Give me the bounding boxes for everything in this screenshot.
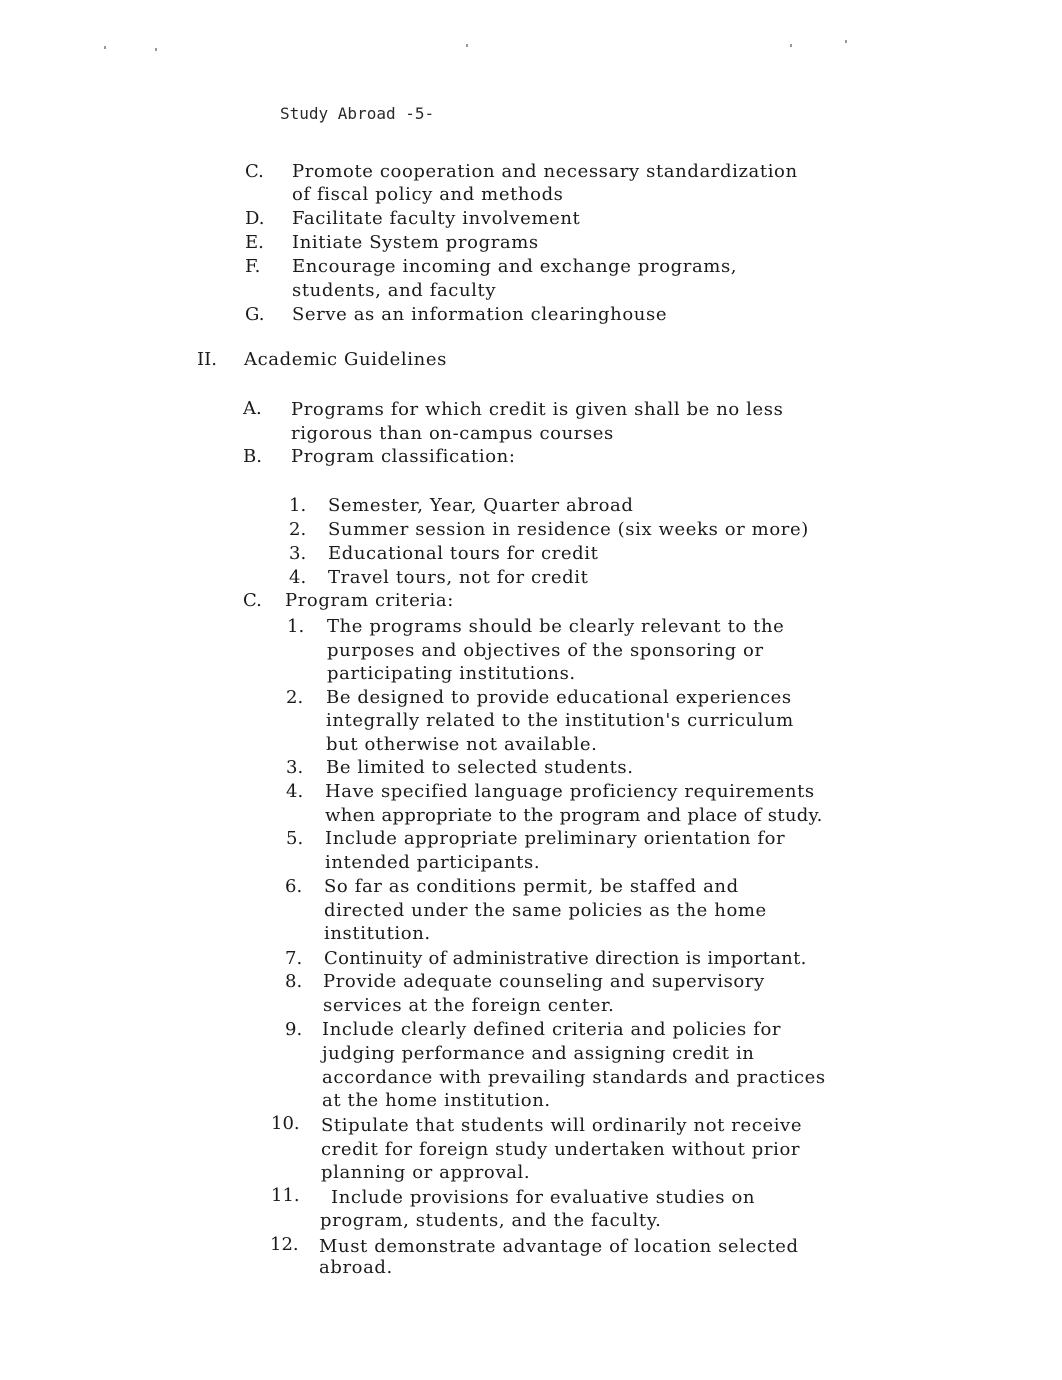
list-item: purposes and objectives of the sponsoring or xyxy=(327,640,764,661)
list-item: Be limited to selected students. xyxy=(326,757,634,778)
item-label: E. xyxy=(245,232,264,253)
item-text: Programs for which credit is given shall be no less xyxy=(291,399,784,420)
item-label: C. xyxy=(243,590,262,611)
list-number: 1. xyxy=(287,616,305,637)
list-item: directed under the same policies as the home xyxy=(324,900,767,921)
list-item: services at the foreign center. xyxy=(323,995,615,1016)
list-number: 4. xyxy=(286,781,304,802)
list-item: judging performance and assigning credit in xyxy=(322,1043,755,1064)
list-item: The programs should be clearly relevant to the xyxy=(327,616,785,637)
list-number: 2. xyxy=(289,519,307,540)
list-number: 9. xyxy=(285,1019,303,1040)
item-text: Promote cooperation and necessary standardization xyxy=(292,161,798,182)
list-item: Have specified language proficiency requirements xyxy=(325,781,815,802)
list-item: but otherwise not available. xyxy=(326,734,598,755)
list-item: Continuity of administrative direction is important. xyxy=(324,948,807,969)
item-text: students, and faculty xyxy=(292,280,497,301)
list-item: Provide adequate counseling and supervisory xyxy=(323,971,765,992)
list-item: Be designed to provide educational experiences xyxy=(326,687,792,708)
list-number: 10. xyxy=(271,1113,300,1134)
item-label: D. xyxy=(245,208,265,229)
list-item: program, students, and the faculty. xyxy=(320,1210,662,1231)
list-item: Must demonstrate advantage of location selected xyxy=(319,1236,799,1257)
scan-speck xyxy=(466,44,468,47)
list-number: 3. xyxy=(286,757,304,778)
list-number: 4. xyxy=(289,567,307,588)
scan-speck xyxy=(790,44,792,47)
section-title: Academic Guidelines xyxy=(244,349,447,370)
item-text: of fiscal policy and methods xyxy=(292,184,564,205)
list-number: 5. xyxy=(286,828,304,849)
list-number: 2. xyxy=(286,687,304,708)
list-item: abroad. xyxy=(319,1257,393,1278)
list-item: Semester, Year, Quarter abroad xyxy=(328,495,634,516)
list-item: at the home institution. xyxy=(322,1090,551,1111)
list-item: credit for foreign study undertaken without prior xyxy=(321,1139,801,1160)
list-item: accordance with prevailing standards and practices xyxy=(322,1067,826,1088)
list-number: 8. xyxy=(285,971,303,992)
list-item: So far as conditions permit, be staffed and xyxy=(324,876,739,897)
scan-speck xyxy=(104,46,106,49)
list-item: institution. xyxy=(324,923,431,944)
list-item: Educational tours for credit xyxy=(328,543,599,564)
item-label: G. xyxy=(245,304,265,325)
list-item: planning or approval. xyxy=(321,1162,531,1183)
list-item: participating institutions. xyxy=(327,663,576,684)
list-number: 1. xyxy=(289,495,307,516)
list-item: Include appropriate preliminary orientation for xyxy=(325,828,786,849)
item-text: Facilitate faculty involvement xyxy=(292,208,581,229)
list-number: 7. xyxy=(285,948,303,969)
item-text: rigorous than on-campus courses xyxy=(291,423,614,444)
list-item: intended participants. xyxy=(325,852,541,873)
list-item: Include clearly defined criteria and policies for xyxy=(322,1019,782,1040)
item-text: Encourage incoming and exchange programs, xyxy=(292,256,738,277)
scan-speck xyxy=(845,40,847,43)
section-numeral: II. xyxy=(197,349,217,370)
item-label: C. xyxy=(245,161,264,182)
list-number: 6. xyxy=(285,876,303,897)
item-text: Serve as an information clearinghouse xyxy=(292,304,668,325)
item-label: A. xyxy=(243,398,262,419)
item-text: Initiate System programs xyxy=(292,232,539,253)
subsection-title: Program criteria: xyxy=(285,590,454,611)
scan-speck xyxy=(155,48,157,51)
list-item: when appropriate to the program and place of study. xyxy=(325,805,823,826)
list-item: Include provisions for evaluative studies on xyxy=(331,1187,756,1208)
list-item: Stipulate that students will ordinarily not receive xyxy=(321,1115,803,1136)
subsection-title: Program classification: xyxy=(291,446,516,467)
page-header: Study Abroad -5- xyxy=(280,104,435,123)
list-item: integrally related to the institution's curriculum xyxy=(326,710,794,731)
item-label: F. xyxy=(245,256,261,277)
item-label: B. xyxy=(243,446,262,467)
list-item: Travel tours, not for credit xyxy=(328,567,589,588)
list-number: 3. xyxy=(289,543,307,564)
list-number: 11. xyxy=(271,1185,300,1206)
list-number: 12. xyxy=(270,1234,299,1255)
list-item: Summer session in residence (six weeks or more) xyxy=(328,519,809,540)
